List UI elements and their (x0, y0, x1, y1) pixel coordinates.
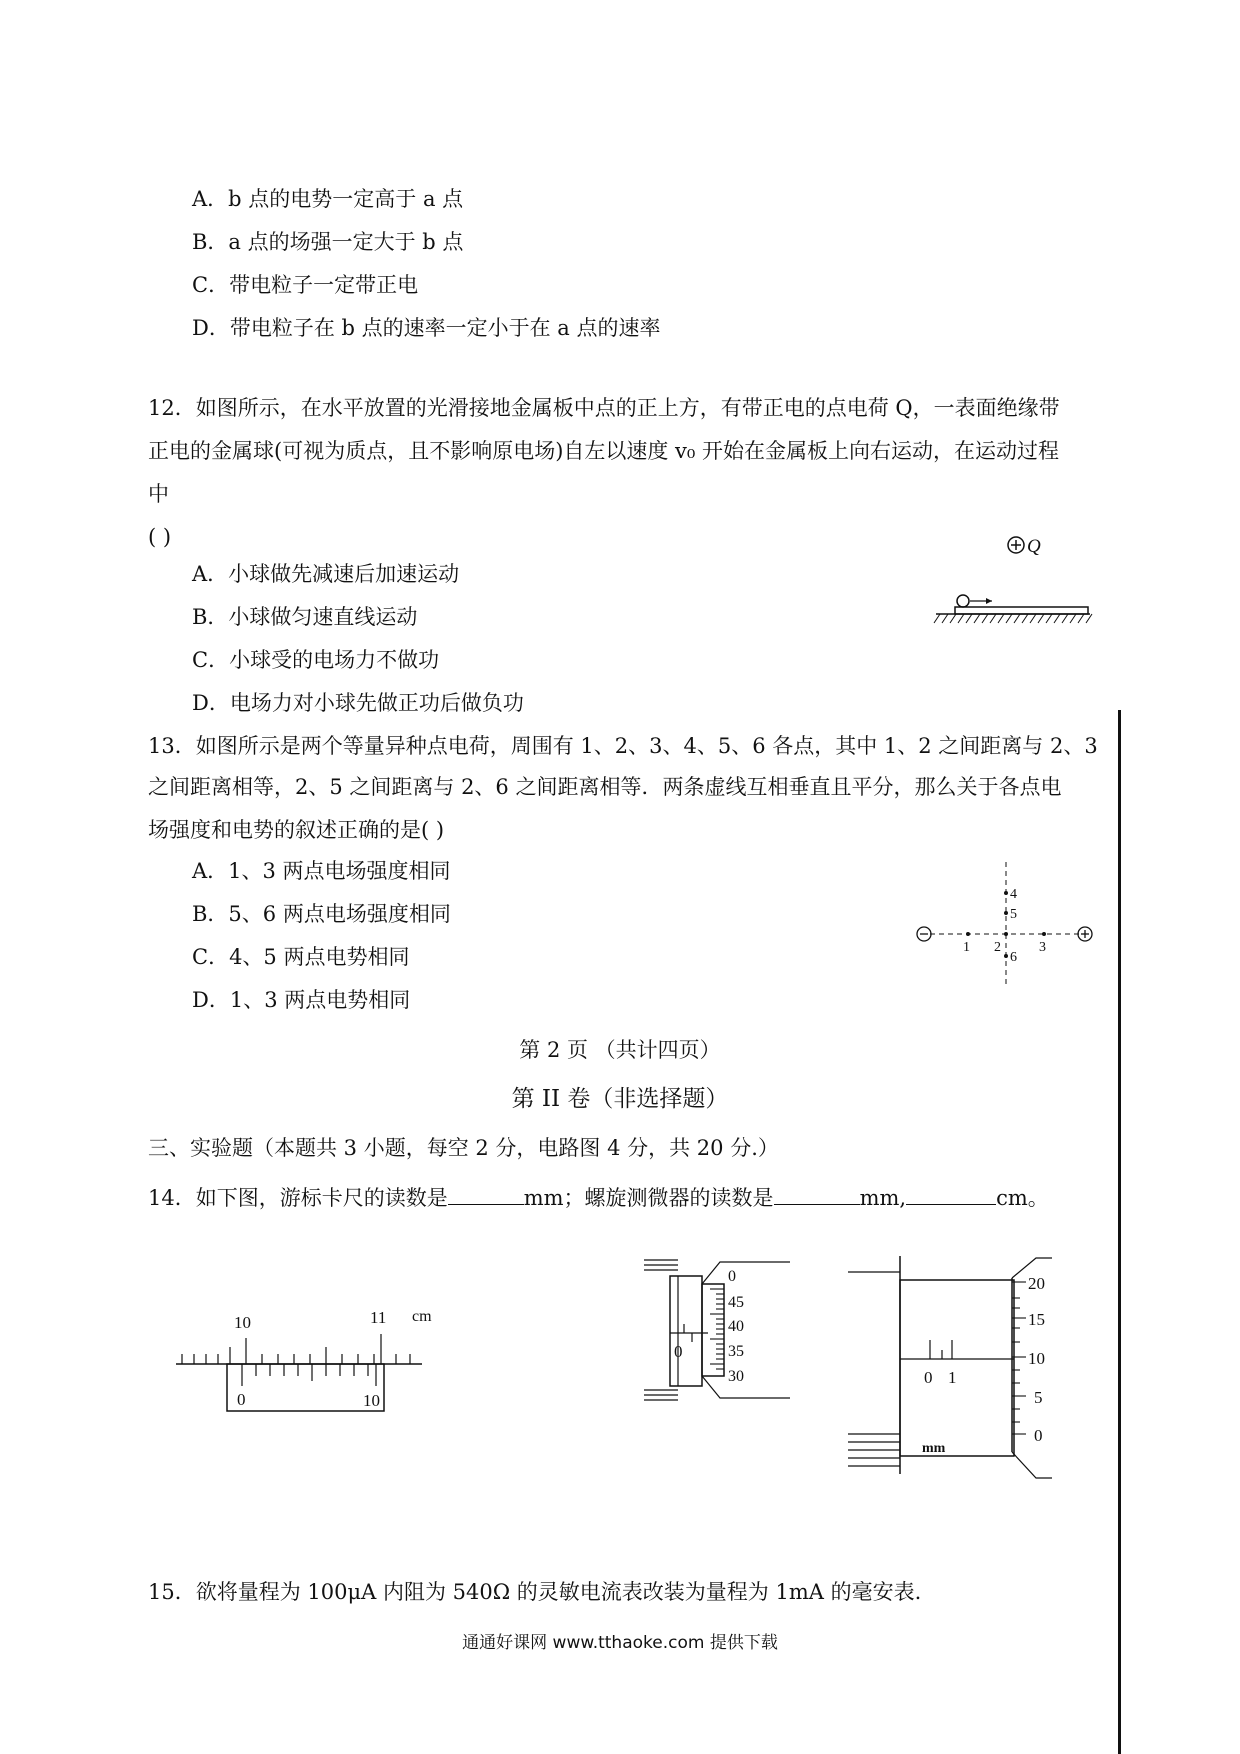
q13-stem-line1: 13．如图所示是两个等量异种点电荷，周围有 1、2、3、4、5、6 各点，其中 1、2 之间距离与 2、3 (148, 734, 1098, 758)
q12-answer-bracket: ( ) (148, 525, 172, 549)
micrometer2-scale-5: 5 (1034, 1388, 1043, 1407)
q12-option-b: B．小球做匀速直线运动 (192, 605, 418, 629)
caliper-vernier-frame (227, 1364, 384, 1411)
q14-unit1: mm；螺旋测微器的读数是 (523, 1186, 774, 1210)
section-title: 第 II 卷（非选择题） (511, 1086, 729, 1112)
metal-plate (955, 607, 1088, 614)
caliper-unit-label: cm (412, 1308, 432, 1325)
micrometer2-sleeve (900, 1280, 1014, 1456)
q14-prefix: 14．如下图，游标卡尺的读数是 (148, 1186, 448, 1210)
q13-figure (908, 860, 1098, 990)
micrometer2-sleeve-label-1: 1 (948, 1368, 957, 1387)
q12-figure (930, 525, 1100, 630)
micrometer-2-figure (846, 1252, 1054, 1482)
micrometer2-scale-15: 15 (1028, 1310, 1045, 1329)
page-number: 第 2 页 （共计四页） (519, 1038, 721, 1062)
point-5-label: 5 (1010, 907, 1017, 922)
q12-option-a: A．小球做先减速后加速运动 (192, 562, 460, 586)
micrometer2-scale-0: 0 (1034, 1426, 1043, 1445)
caliper-main-label-10: 10 (234, 1313, 251, 1332)
point-6-label: 6 (1010, 950, 1017, 965)
q14-stem (148, 1182, 1049, 1213)
vernier-caliper-figure (170, 1300, 450, 1420)
metal-ball (957, 595, 969, 607)
q13-stem-line3: 场强度和电势的叙述正确的是( ) (148, 818, 445, 842)
ground-hatch (934, 614, 1092, 623)
micrometer1-scale-40: 40 (728, 1318, 744, 1335)
q13-option-b: B．5、6 两点电场强度相同 (192, 902, 451, 926)
micrometer1-thimble (702, 1284, 724, 1376)
micrometer-1-figure (640, 1256, 800, 1406)
q14-unit3: cm。 (996, 1186, 1049, 1210)
q11-option-c: C．带电粒子一定带正电 (192, 273, 419, 297)
micrometer1-thimble-ticks (710, 1289, 724, 1369)
q11-option-a: A．b 点的电势一定高于 a 点 (192, 187, 464, 211)
micrometer1-scale-0: 0 (728, 1268, 736, 1285)
caliper-vernier-label-0: 0 (237, 1390, 246, 1409)
footer-source: 通通好课网 www.tthaoke.com 提供下载 (462, 1633, 778, 1653)
point-2-label: 2 (994, 940, 1001, 955)
q13-option-d: D．1、3 两点电势相同 (192, 988, 411, 1012)
micrometer1-scale-30: 30 (728, 1368, 744, 1385)
micrometer-cm-blank (906, 1182, 996, 1205)
point-charge-q-label: Q (1027, 536, 1041, 557)
micrometer1-scale-35: 35 (728, 1343, 744, 1360)
micrometer2-anvil (848, 1434, 900, 1466)
caliper-main-ticks (182, 1334, 410, 1364)
micrometer1-sleeve (670, 1276, 702, 1386)
micrometer2-scale-20: 20 (1028, 1274, 1045, 1293)
margin-rule (1118, 710, 1121, 1754)
q12-stem-line1: 12．如图所示，在水平放置的光滑接地金属板中点的正上方，有带正电的点电荷 Q，一表面绝缘带 (148, 396, 1060, 420)
micrometer2-scale-10: 10 (1028, 1349, 1045, 1368)
point-1-label: 1 (963, 940, 970, 955)
caliper-vernier-label-10: 10 (363, 1391, 380, 1410)
q12-stem-line3: 中 (148, 482, 169, 506)
q11-option-d: D．带电粒子在 b 点的速率一定小于在 a 点的速率 (192, 316, 661, 340)
q13-option-a: A．1、3 两点电场强度相同 (192, 859, 451, 883)
micrometer-mm-blank (774, 1182, 860, 1205)
micrometer1-anvil (644, 1260, 678, 1400)
q12-option-d: D．电场力对小球先做正功后做负功 (192, 691, 524, 715)
q11-option-b: B．a 点的场强一定大于 b 点 (192, 230, 464, 254)
q15-text: 15．欲将量程为 100μA 内阻为 540Ω 的灵敏电流表改装为量程为 1mA 的毫安表. (148, 1580, 922, 1604)
point-3-label: 3 (1039, 940, 1046, 955)
caliper-vernier-ticks (242, 1364, 376, 1386)
micrometer1-sleeve-label: 0 (674, 1342, 683, 1361)
q14-unit2: mm, (859, 1186, 907, 1210)
micrometer2-sleeve-label-0: 0 (924, 1368, 933, 1387)
caliper-main-label-11: 11 (370, 1308, 387, 1327)
q13-option-c: C．4、5 两点电势相同 (192, 945, 410, 969)
micrometer1-scale-45: 45 (728, 1294, 744, 1311)
q13-stem-line2: 之间距离相等，2、5 之间距离与 2、6 之间距离相等．两条虚线互相垂直且平分，那么关于各点电 (148, 775, 1062, 799)
q12-option-c: C．小球受的电场力不做功 (192, 648, 440, 672)
section3-heading: 三、实验题（本题共 3 小题，每空 2 分，电路图 4 分，共 20 分.） (148, 1136, 779, 1160)
caliper-reading-blank (448, 1182, 524, 1205)
q12-stem-line2: 正电的金属球(可视为质点，且不影响原电场)自左以速度 v₀ 开始在金属板上向右运动，在运动过程 (148, 439, 1060, 463)
point-4-label: 4 (1010, 887, 1017, 902)
micrometer2-unit-label: mm (922, 1441, 946, 1456)
